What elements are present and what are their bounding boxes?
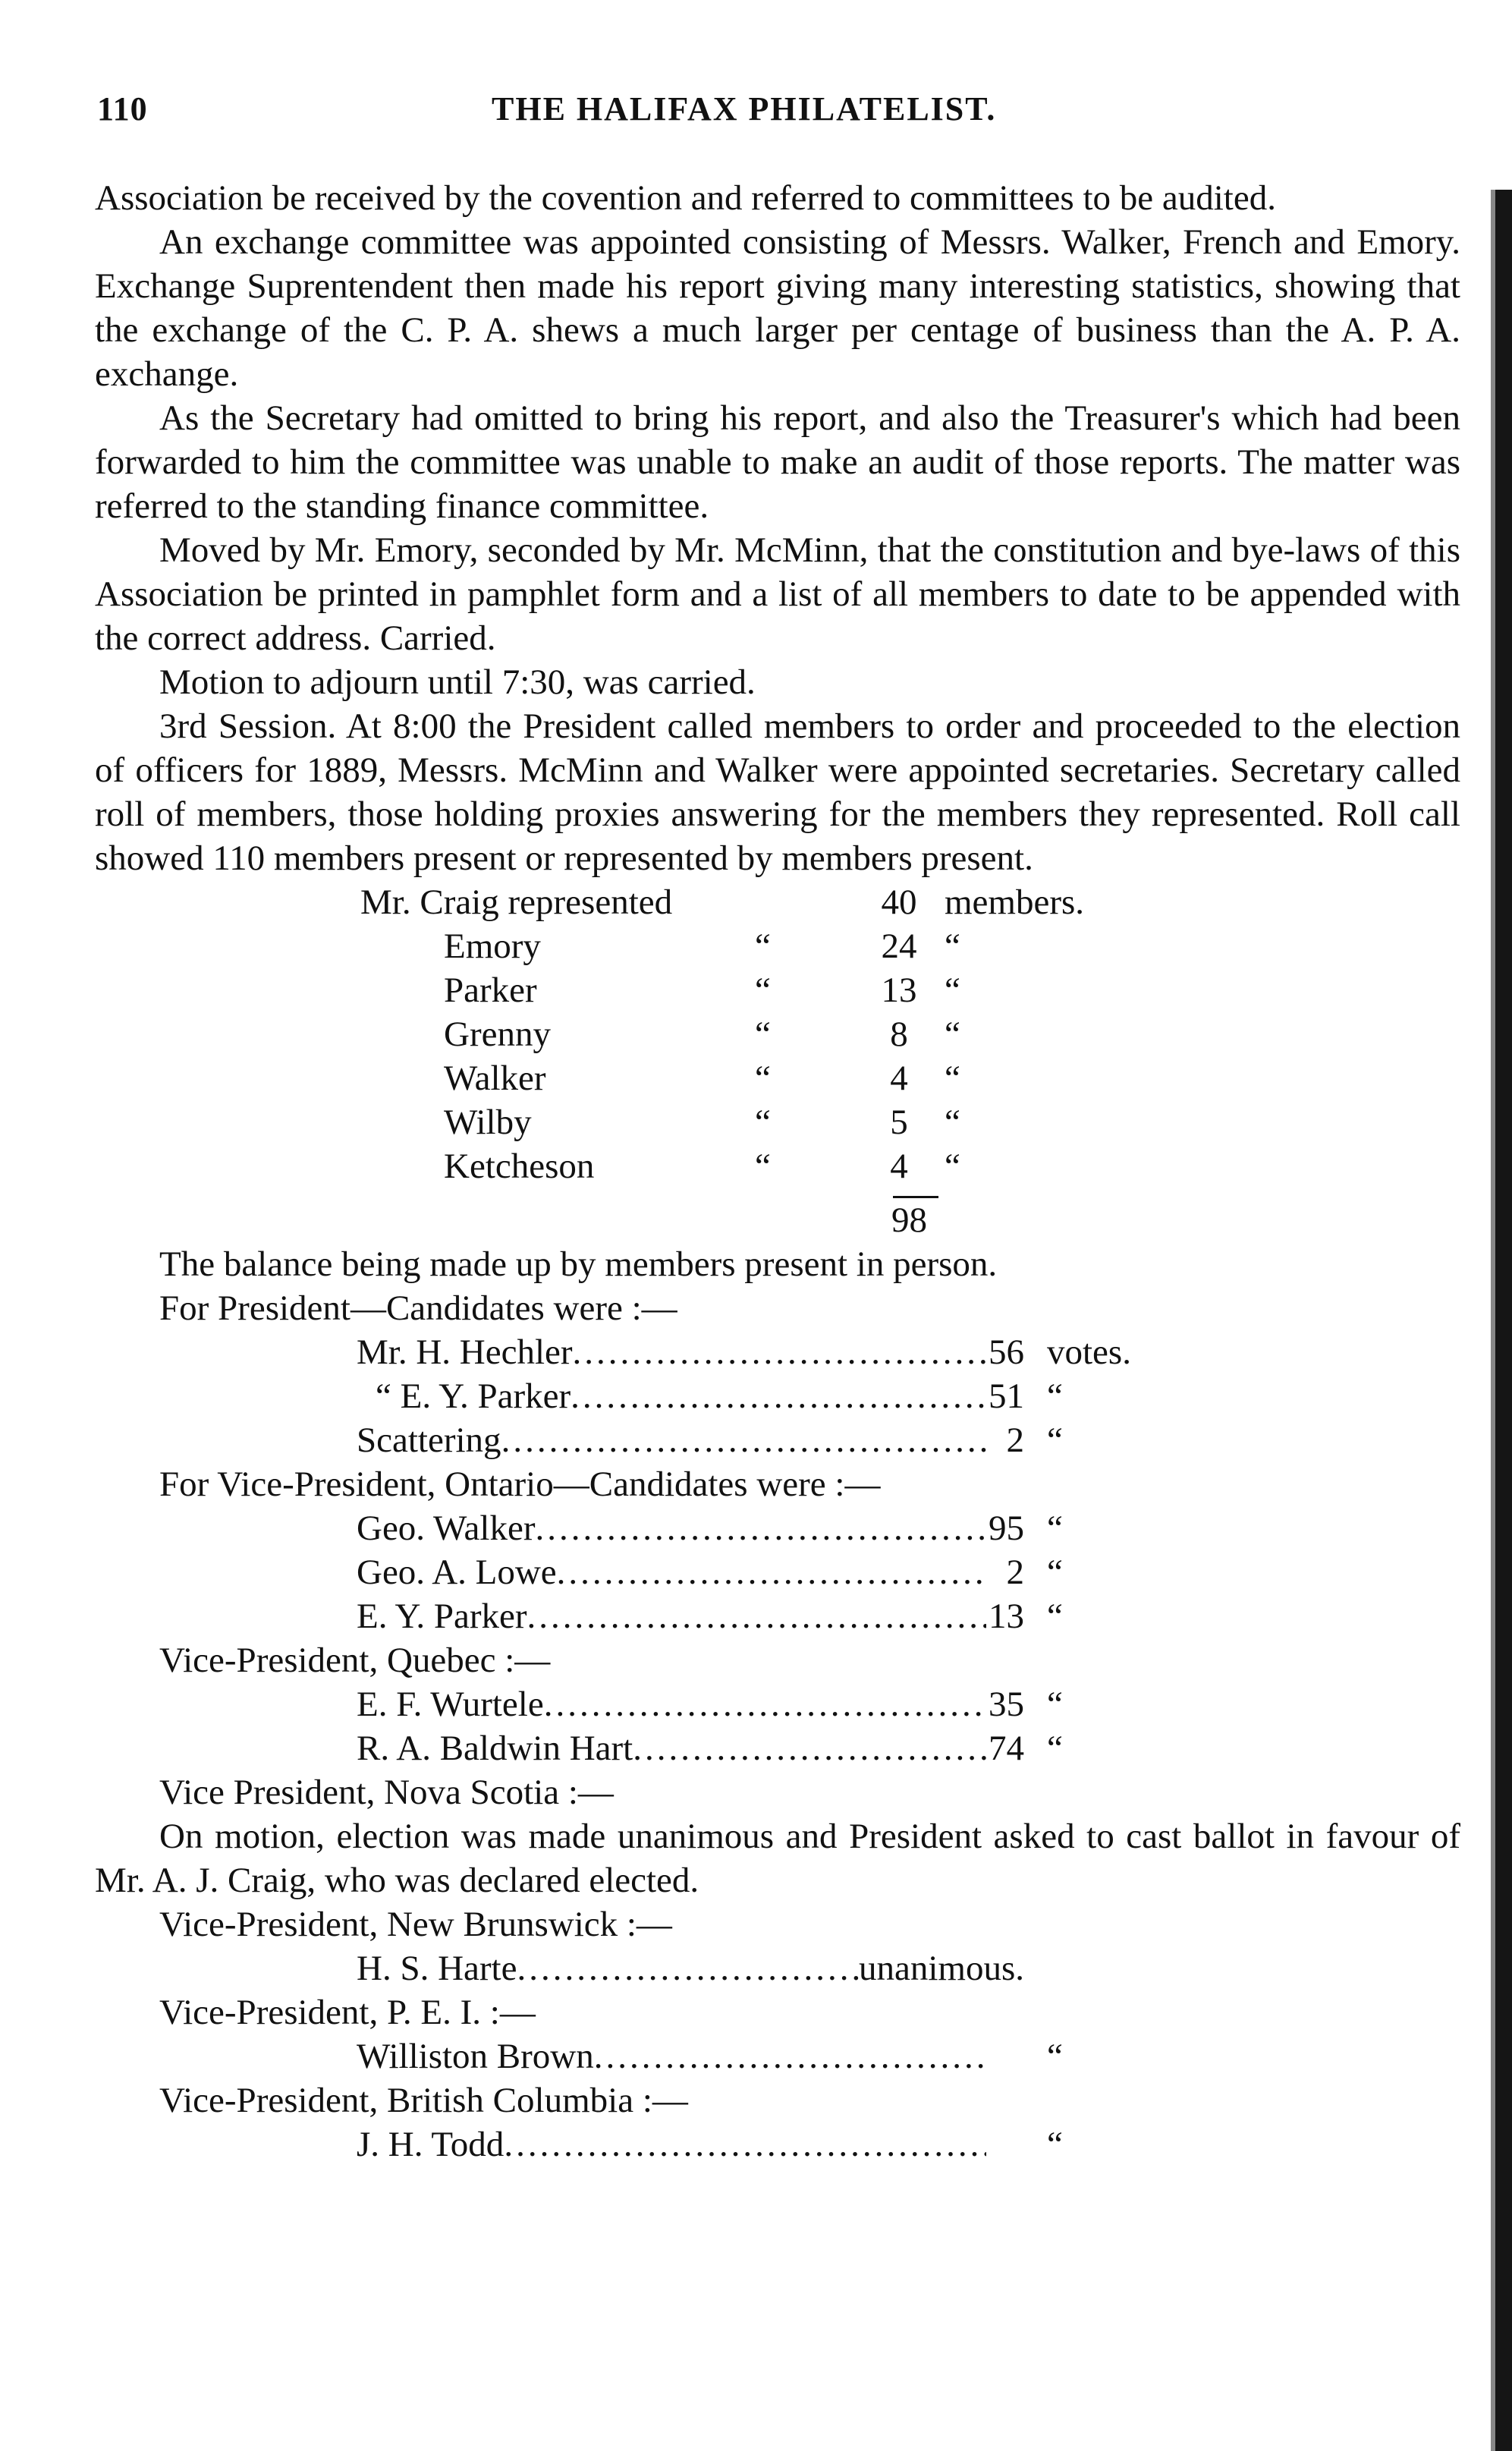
paragraph-audit: Association be received by the covention and referred to committees to be audited. [95,178,1276,218]
vote-unit: “ [1047,2037,1063,2076]
ditto-mark: “ [945,971,960,1010]
representation-name: Emory [444,927,541,966]
paragraph-adjourn: Motion to adjourn until 7:30, was carried. [159,662,756,702]
dot-leader [517,1946,859,1990]
representation-count: 24 [881,927,917,966]
representation-count: 4 [890,1059,908,1098]
ditto-mark: “ [755,1015,771,1054]
page-header [97,90,1402,143]
representation-count: 40 [881,883,917,922]
ditto-mark: “ [945,1103,960,1142]
ditto-mark: “ [755,1147,771,1186]
candidate-name: E. Y. Parker [357,1597,527,1636]
ditto-mark: “ [945,927,960,966]
representation-unit: members. [945,883,1085,922]
representation-count: 8 [890,1015,908,1054]
election-heading-pei: Vice-President, P. E. I. :— [159,1993,536,2032]
vote-count: 51 [989,1377,1024,1416]
candidate-name: Scattering [357,1421,501,1460]
representation-first-label: Mr. Craig represented [360,883,673,922]
representation-name: Wilby [444,1103,532,1142]
ditto-mark: “ [755,1059,771,1098]
representation-table [360,880,1084,1188]
candidate-name: J. H. Todd [357,2125,505,2164]
representation-row [360,1144,1084,1188]
representation-name: Ketcheson [444,1147,595,1186]
vote-unit: “ [1047,1597,1063,1636]
election-heading-ontario: For Vice-President, Ontario—Candidates were :— [159,1465,881,1504]
representation-name: Parker [444,971,537,1010]
candidate-name: Mr. H. Hechler [357,1332,573,1372]
dot-leader [557,1550,986,1594]
dot-leader [633,1726,986,1770]
dot-leader [535,1506,986,1550]
binding-edge [1495,190,1512,2451]
representation-row [360,1012,1084,1056]
vote-line [357,1418,1191,1462]
candidate-name: E. F. Wurtele [357,1685,544,1724]
binding-shadow [1491,190,1495,2451]
balance-note: The balance being made up by members present in person. [159,1244,998,1284]
representation-row [360,1056,1084,1100]
vote-count [986,2122,1024,2166]
ditto-mark: “ [945,1147,960,1186]
vote-line [357,1506,1191,1550]
candidate-name: Geo. Walker [357,1509,536,1548]
running-title: THE HALIFAX PHILATELIST. [492,90,997,127]
candidate-name: Geo. A. Lowe [357,1553,557,1592]
representation-count: 13 [881,971,917,1010]
representation-count: 4 [890,1147,908,1186]
vote-line [357,1550,1191,1594]
ditto-mark: “ [945,1059,960,1098]
vote-unit [1024,1946,1191,1990]
ditto-mark: “ [755,927,771,966]
dot-leader [504,2122,986,2166]
vote-count: 95 [989,1509,1024,1548]
representation-row [360,880,1084,924]
ditto-mark: “ [945,1015,960,1054]
vote-line [357,1374,1191,1418]
paragraph-third-session: 3rd Session. At 8:00 the President called members to order and proceeded to the election of officers for 1889, Messrs. McMinn and Walker were appointed secretaries. Secretary called roll of members, those holding proxies answering for the members they represented. Roll call showed 110 members present or represented by members present. [95,706,1460,878]
vote-line [357,1330,1191,1374]
vote-unit: votes. [1047,1332,1131,1372]
vote-line [357,2034,1191,2078]
vote-unit: “ [1047,1729,1063,1768]
paragraph-exchange: An exchange committee was appointed consisting of Messrs. Walker, French and Emory. Exchange Suprentendent then made his report giving many interesting statistics, showing that the exchange of the C. P. A. shews a much larger per centage of business than the A. P. A. exchange. [95,222,1460,394]
vote-count: 2 [1006,1421,1024,1460]
candidate-name: H. S. Harte [357,1949,517,1988]
election-heading-quebec: Vice-President, Quebec :— [159,1641,551,1680]
vote-line [357,1946,1191,1990]
vote-line [357,2122,1191,2166]
dot-leader [527,1594,986,1638]
vote-unit: “ [1047,1685,1063,1724]
paragraph-nova-scotia: On motion, election was made unanimous and President asked to cast ballot in favour of Mr. A. J. Craig, who was declared elected. [95,1817,1460,1900]
representation-row [360,1100,1084,1144]
representation-total: 98 [891,1200,927,1240]
vote-count: 35 [989,1685,1024,1724]
page-body [95,176,1460,2166]
election-heading-new-brunswick: Vice-President, New Brunswick :— [159,1905,672,1944]
ditto-mark: “ [755,971,771,1010]
representation-row [360,968,1084,1012]
dot-leader [573,1330,986,1374]
vote-line [357,1726,1191,1770]
representation-name: Walker [444,1059,546,1098]
ditto-mark: “ [755,1103,771,1142]
vote-count: 2 [1006,1553,1024,1592]
representation-count: 5 [890,1103,908,1142]
vote-count: unanimous. [858,1949,1024,1988]
vote-unit: “ [1047,1377,1063,1416]
candidate-name: R. A. Baldwin Hart [357,1729,633,1768]
dot-leader [594,2034,986,2078]
representation-name: Grenny [444,1015,551,1054]
page-number: 110 [97,90,148,127]
representation-row [360,924,1084,968]
paragraph-motion-print: Moved by Mr. Emory, seconded by Mr. McMinn, that the constitution and bye-laws of this Association be printed in pamphlet form and a list of all members to date to be appended with the correct address. Carried. [95,530,1460,658]
vote-unit: “ [1047,1421,1063,1460]
election-heading-president: For President—Candidates were :— [159,1288,677,1328]
vote-unit: “ [1047,1553,1063,1592]
candidate-name: Williston Brown [357,2037,594,2076]
election-heading-nova-scotia: Vice President, Nova Scotia :— [159,1773,614,1812]
vote-unit: “ [1047,2125,1063,2164]
vote-unit: “ [1047,1509,1063,1548]
vote-count [986,2034,1024,2078]
paragraph-secretary: As the Secretary had omitted to bring his report, and also the Treasurer's which had been forwarded to him the committee was unable to make an audit of those reports. The matter was referred to the standing finance committee. [95,398,1460,526]
vote-line [357,1594,1191,1638]
election-heading-british-columbia: Vice-President, British Columbia :— [159,2081,688,2120]
vote-line [357,1682,1191,1726]
vote-count: 56 [989,1332,1024,1372]
vote-count: 13 [989,1597,1024,1636]
vote-count: 74 [989,1729,1024,1768]
candidate-name: “ E. Y. Parker [376,1377,571,1416]
dot-leader [571,1374,986,1418]
dot-leader [501,1418,986,1462]
dot-leader [544,1682,986,1726]
